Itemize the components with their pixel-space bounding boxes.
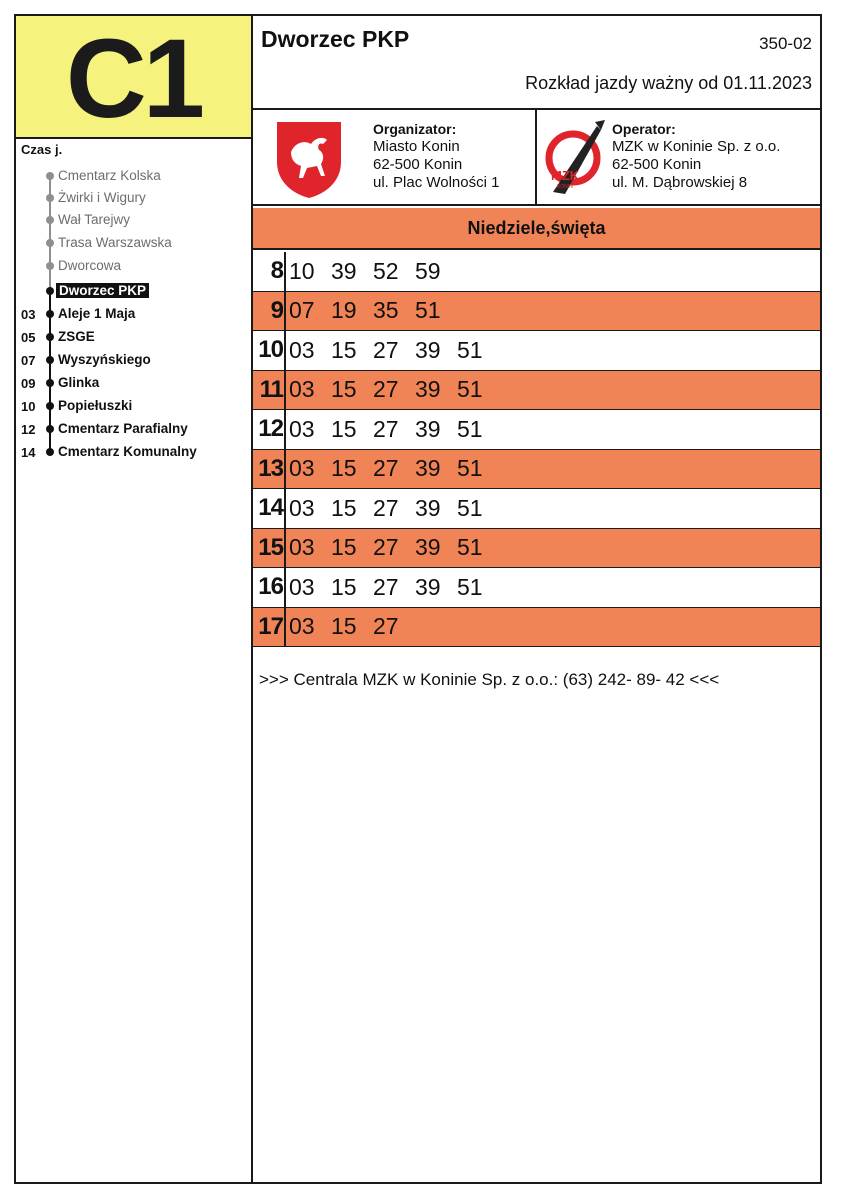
operator-block [537,110,820,204]
hour-cell: 14 [253,489,286,528]
stop-dot-icon [46,172,54,180]
departure-minute: 15 [331,455,357,482]
departure-minute: 51 [457,415,483,442]
route-stop [16,442,251,464]
operator-heading: Operator: [612,121,676,137]
route-stop [16,256,251,278]
departure-minute: 39 [415,336,441,363]
hour-cell: 12 [253,410,286,449]
minutes-cell [289,529,499,568]
validity-date: Rozkład jazdy ważny od 01.11.2023 [525,73,812,93]
departure-minute: 27 [373,415,399,442]
stop-travel-time: 05 [21,330,36,345]
timetable-header [253,16,820,110]
minutes-cell [289,608,415,647]
stop-name: Cmentarz Kolska [58,168,161,183]
stop-name: Popiełuszki [58,398,133,413]
stop-dot-icon [46,333,54,341]
departure-minute: 52 [373,257,399,284]
organizer-line: ul. Plac Wolności 1 [373,174,500,191]
departure-minute: 39 [415,376,441,403]
hour-cell: 13 [253,450,286,489]
minutes-cell [289,568,499,607]
stop-name: Żwirki i Wigury [58,190,146,205]
stop-name: ZSGE [58,329,95,344]
departure-minute: 19 [331,297,357,324]
stop-dot-icon [46,402,54,410]
hour-cell: 15 [253,529,286,568]
hour-cell: 10 [253,331,286,370]
organizer-line: Miasto Konin [373,138,460,155]
hour-row [253,410,820,450]
hour-row [253,608,820,648]
timetable-column [253,16,820,1182]
hour-row [253,489,820,529]
minutes-cell [289,489,499,528]
mzk-logo-subtext: KONIN [557,184,573,190]
stop-name: Aleje 1 Maja [58,306,136,321]
departure-minute: 39 [415,455,441,482]
stop-dot-icon [46,448,54,456]
departure-minute: 03 [289,573,315,600]
departure-minute: 39 [415,573,441,600]
departure-minute: 07 [289,297,315,324]
hour-row [253,292,820,332]
stop-travel-time: 12 [21,422,36,437]
route-stop [16,327,251,349]
organizer-operator-info [253,110,820,206]
minutes-cell [289,410,499,449]
stop-dot-icon [46,216,54,224]
departure-minute: 51 [457,494,483,521]
departure-minute: 51 [457,573,483,600]
mzk-logo-text: MZK [551,168,580,183]
stop-name: Cmentarz Komunalny [58,444,197,459]
stop-travel-time: 10 [21,399,36,414]
organizer-block [253,110,537,204]
stop-dot-icon [46,262,54,270]
konin-coat-of-arms-icon [273,118,345,200]
stop-name: Dworcowa [58,258,122,273]
departure-minute: 03 [289,534,315,561]
organizer-text [373,120,499,192]
operator-text [612,120,780,192]
route-stop [16,166,251,188]
hour-cell: 8 [253,252,286,291]
operator-line: MZK w Koninie Sp. z o.o. [612,138,781,155]
route-stop [16,281,251,303]
departure-minute: 27 [373,376,399,403]
day-type-label: Niedziele,święta [467,217,606,238]
hour-row [253,568,820,608]
departure-minute: 27 [373,613,399,640]
stop-dot-icon [46,379,54,387]
operator-line: ul. M. Dąbrowskiej 8 [612,174,748,191]
hour-cell: 9 [253,292,286,331]
departure-minute: 27 [373,455,399,482]
departure-minute: 27 [373,573,399,600]
stop-name: Trasa Warszawska [58,235,172,250]
stop-travel-time: 14 [21,445,36,460]
stop-title: Dworzec PKP [261,26,410,52]
operator-line: 62-500 Konin [612,156,702,173]
stop-travel-time: 07 [21,353,36,368]
departure-minute: 15 [331,494,357,521]
hour-row [253,331,820,371]
stop-name: Dworzec PKP [56,283,149,298]
stop-dot-icon [46,239,54,247]
organizer-line: 62-500 Konin [373,156,463,173]
departure-minute: 27 [373,494,399,521]
departure-minute: 51 [457,455,483,482]
departure-minute: 39 [415,415,441,442]
hour-cell: 11 [253,371,286,410]
route-stop [16,419,251,441]
departure-minute: 35 [373,297,399,324]
stop-travel-time: 09 [21,376,36,391]
departure-minute: 15 [331,376,357,403]
route-stop [16,396,251,418]
stop-dot-icon [46,287,54,295]
stop-dot-icon [46,356,54,364]
stop-dot-icon [46,194,54,202]
departure-minute: 39 [415,494,441,521]
route-stop [16,304,251,326]
line-number-box [16,16,251,139]
stop-name: Wał Tarejwy [58,212,131,227]
departure-minute: 03 [289,336,315,363]
departure-minute: 59 [415,257,441,284]
hour-cell: 16 [253,568,286,607]
departure-minute: 03 [289,613,315,640]
route-stop [16,210,251,232]
departure-minute: 10 [289,257,315,284]
route-column [16,16,253,1182]
departure-minute: 51 [457,336,483,363]
dispatcher-contact: >>> Centrala MZK w Koninie Sp. z o.o.: (63) 242- 89- 42 <<< [259,670,720,689]
minutes-cell [289,331,499,370]
hour-cell: 17 [253,608,286,647]
travel-time-label: Czas j. [21,142,63,157]
departure-minute: 51 [457,534,483,561]
departure-minute: 15 [331,336,357,363]
timetable-sheet [14,14,822,1184]
departure-minute: 39 [331,257,357,284]
departure-minute: 15 [331,573,357,600]
minutes-cell [289,371,499,410]
departure-minute: 51 [415,297,441,324]
stop-name: Glinka [58,375,100,390]
route-stop [16,350,251,372]
departure-minute: 03 [289,494,315,521]
line-number: C1 [65,15,202,141]
departure-minute: 27 [373,534,399,561]
route-stop-list [16,166,251,466]
hour-row [253,371,820,411]
route-stop [16,233,251,255]
departure-minute: 03 [289,376,315,403]
stop-dot-icon [46,310,54,318]
stop-name: Wyszyńskiego [58,352,151,367]
stop-travel-time: 03 [21,307,36,322]
departure-minute: 03 [289,455,315,482]
organizer-heading: Organizator: [373,121,457,137]
route-stop [16,188,251,210]
stop-name: Cmentarz Parafialny [58,421,188,436]
stop-dot-icon [46,425,54,433]
departure-minute: 03 [289,415,315,442]
route-stop [16,373,251,395]
hour-row [253,529,820,569]
minutes-cell [289,450,499,489]
departure-grid [253,252,820,647]
day-type-banner [253,208,820,250]
departure-minute: 15 [331,534,357,561]
timetable-code: 350-02 [759,34,812,53]
hour-row [253,450,820,490]
minutes-cell [289,292,457,331]
departure-minute: 51 [457,376,483,403]
hour-row [253,252,820,292]
minutes-cell [289,252,457,291]
mzk-logo-icon [543,118,607,200]
departure-minute: 27 [373,336,399,363]
departure-minute: 15 [331,415,357,442]
departure-minute: 39 [415,534,441,561]
departure-minute: 15 [331,613,357,640]
